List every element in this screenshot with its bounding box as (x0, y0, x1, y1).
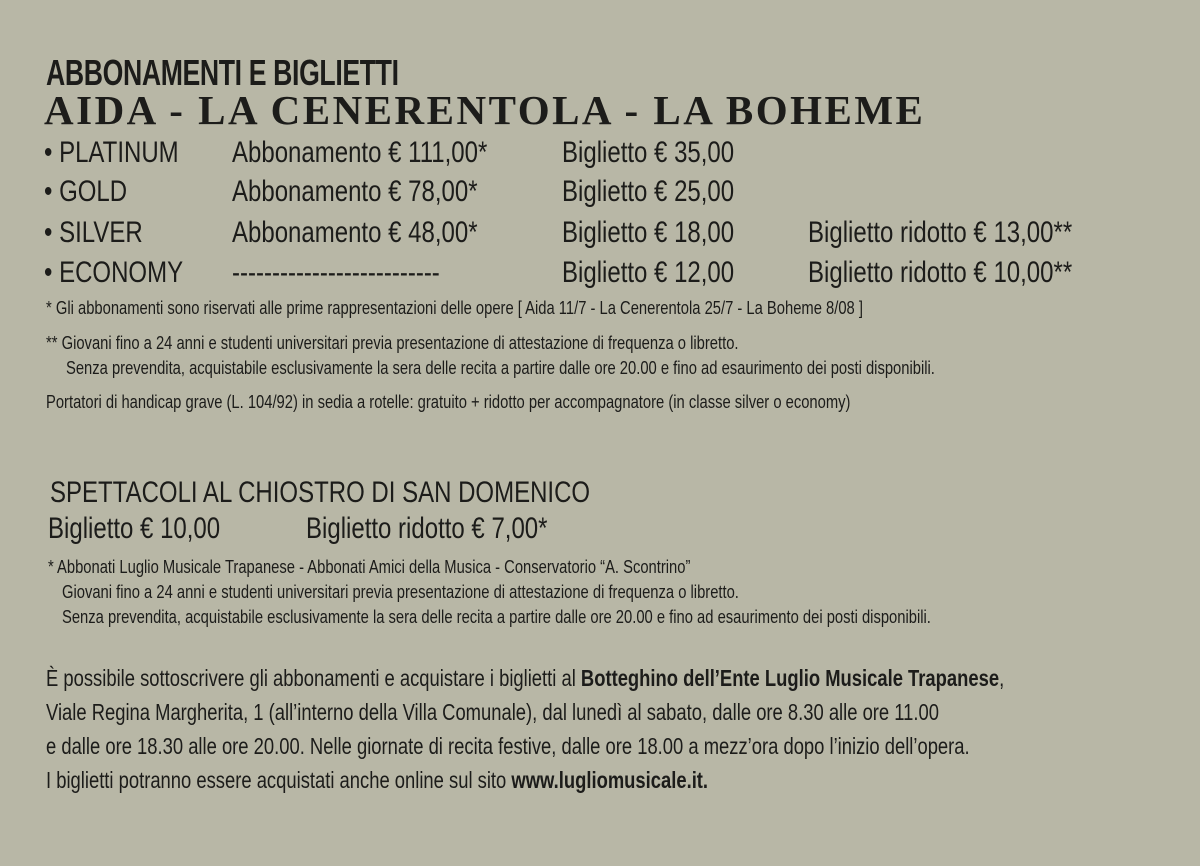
website-link[interactable]: www.lugliomusicale.it. (511, 767, 709, 793)
chiostro-note-subscribers: * Abbonati Luglio Musicale Trapanese - Abbonati Amici della Musica - Conservatorio “A. Scontrino” (48, 557, 691, 577)
chiostro-ticket-price: Biglietto € 10,00 (48, 512, 221, 545)
page-title: ABBONAMENTI E BIGLIETTI (46, 52, 399, 93)
chiostro-note-youth: Giovani fino a 24 anni e studenti universitari previa presentazione di attestazione di frequenza o libretto. (62, 582, 739, 602)
chiostro-reduced-price: Biglietto ridotto € 7,00* (306, 512, 548, 545)
footnote-star: * Gli abbonamenti sono riservati alle prime rappresentazioni delle opere [ Aida 11/7 - La Cenerentola 25/7 - La Boheme 8/08 ] (46, 298, 863, 318)
tier-name: • ECONOMY (44, 256, 184, 289)
chiostro-prices (48, 512, 848, 550)
info-line-2: Viale Regina Margherita, 1 (all’interno della Villa Comunale), dal lunedì al sabato, dalle ore 8.30 alle ore 11.00 (46, 699, 939, 725)
footnote-double-star: ** Giovani fino a 24 anni e studenti universitari previa presentazione di attestazione di frequenza o libretto. (46, 333, 739, 353)
tier-name: • SILVER (44, 216, 143, 249)
chiostro-heading: SPETTACOLI AL CHIOSTRO DI SAN DOMENICO (50, 476, 591, 509)
operas-heading: AIDA - LA CENERENTOLA - LA BOHEME (44, 87, 926, 133)
subscription-price: -------------------------- (232, 256, 440, 289)
reduced-price: Biglietto ridotto € 10,00** (808, 256, 1073, 289)
chiostro-note-presale: Senza prevendita, acquistabile esclusivamente la sera delle recita a partire dalle ore 20.00 e fino ad esaurimento dei posti disponibili. (62, 607, 931, 627)
subscription-price: Abbonamento € 78,00* (232, 175, 478, 208)
info-line-3: e dalle ore 18.30 alle ore 20.00. Nelle giornate di recita festive, dalle ore 18.00 a mezz’ora dopo l’inizio dell’opera. (46, 733, 970, 759)
footnote-presale: Senza prevendita, acquistabile esclusivamente la sera delle recita a partire dalle ore 20.00 e fino ad esaurimento dei posti disponibili. (66, 358, 935, 378)
ticket-price: Biglietto € 12,00 (562, 256, 735, 289)
info-line-4: I biglietti potranno essere acquistati anche online sul sito www.lugliomusicale.it. (46, 767, 709, 793)
ticket-price: Biglietto € 35,00 (562, 136, 735, 169)
box-office-name: Botteghino dell’Ente Luglio Musicale Trapanese (580, 665, 1000, 691)
ticket-price: Biglietto € 18,00 (562, 216, 735, 249)
subscription-price: Abbonamento € 111,00* (232, 136, 488, 169)
tier-name: • PLATINUM (44, 136, 179, 169)
info-line-1: È possibile sottoscrivere gli abbonamenti e acquistare i biglietti al Botteghino dell’Ente Luglio Musicale Trapanese, (46, 665, 1005, 691)
footnote-handicap: Portatori di handicap grave (L. 104/92) in sedia a rotelle: gratuito + ridotto per accompagnatore (in classe silver o economy) (46, 392, 851, 412)
tier-name: • GOLD (44, 175, 128, 208)
subscription-price: Abbonamento € 48,00* (232, 216, 478, 249)
ticket-price: Biglietto € 25,00 (562, 175, 735, 208)
reduced-price: Biglietto ridotto € 13,00** (808, 216, 1073, 249)
